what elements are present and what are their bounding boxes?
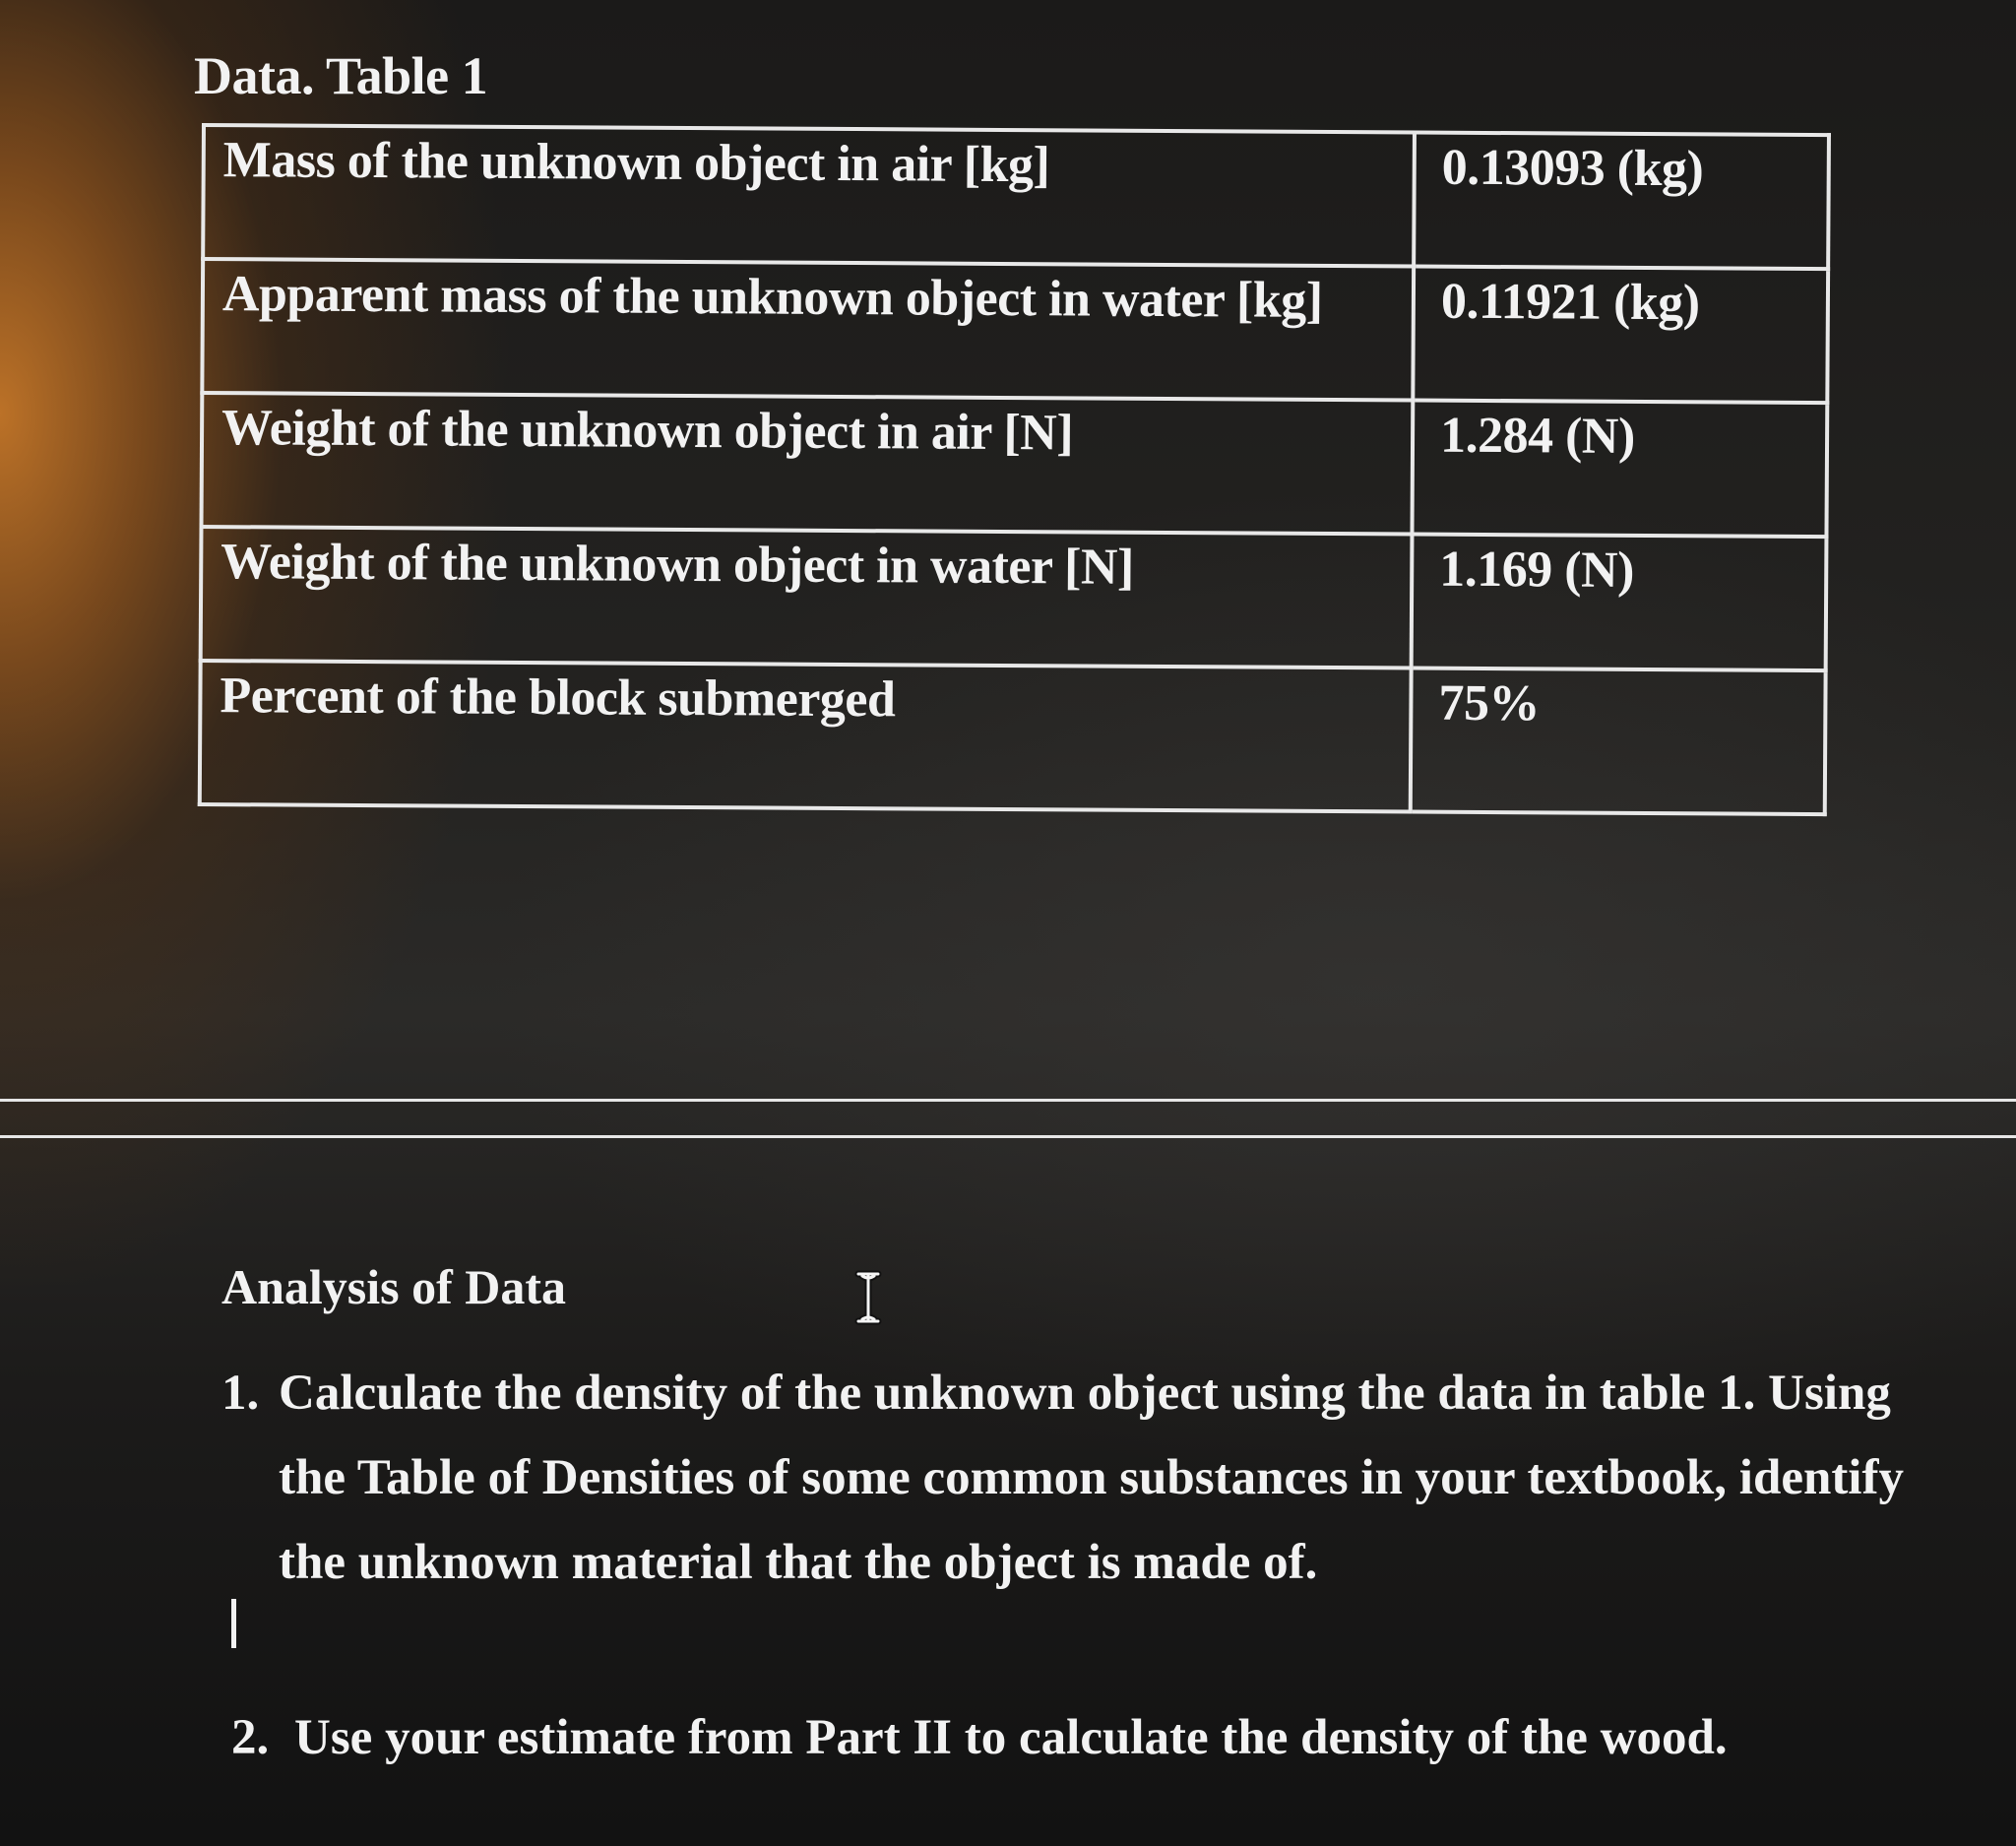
question-number: 2. bbox=[231, 1710, 270, 1765]
table-row bbox=[201, 527, 1827, 670]
question-item[interactable] bbox=[221, 1351, 1954, 1605]
table-row bbox=[202, 259, 1828, 403]
row-label[interactable]: Weight of the unknown object in water [N] bbox=[201, 527, 1413, 668]
text-cursor-icon bbox=[854, 1270, 882, 1325]
page-break-rule bbox=[0, 1135, 2016, 1138]
row-label[interactable]: Apparent mass of the unknown object in water [kg] bbox=[202, 259, 1414, 401]
table-title: Data. Table 1 bbox=[194, 46, 488, 105]
page-break-rule bbox=[0, 1099, 2016, 1102]
row-value[interactable]: 75% bbox=[1411, 668, 1826, 815]
row-label[interactable]: Percent of the block submerged bbox=[200, 661, 1412, 812]
row-label[interactable]: Mass of the unknown object in air [kg] bbox=[203, 125, 1415, 267]
question-text: Calculate the density of the unknown object using the data in table 1. Using the Table of Densities of some common substances in your textbook, identify the unknown material that the object is made of. bbox=[279, 1366, 1904, 1590]
table-row bbox=[200, 661, 1826, 814]
question-item[interactable] bbox=[231, 1695, 1964, 1780]
row-value[interactable]: 0.11921 (kg) bbox=[1413, 267, 1828, 404]
table-row bbox=[201, 393, 1827, 537]
text-insertion-caret[interactable] bbox=[231, 1599, 236, 1648]
row-value[interactable]: 1.169 (N) bbox=[1412, 535, 1827, 671]
row-label[interactable]: Weight of the unknown object in air [N] bbox=[201, 393, 1413, 535]
question-number: 1. bbox=[221, 1366, 260, 1421]
analysis-heading: Analysis of Data bbox=[221, 1259, 567, 1314]
table-row bbox=[203, 125, 1829, 269]
row-value[interactable]: 0.13093 (kg) bbox=[1414, 133, 1829, 270]
data-table-1 bbox=[198, 123, 1831, 816]
row-value[interactable]: 1.284 (N) bbox=[1412, 401, 1827, 538]
analysis-questions bbox=[221, 1351, 1954, 1780]
question-text: Use your estimate from Part II to calculate the density of the wood. bbox=[294, 1710, 1728, 1765]
